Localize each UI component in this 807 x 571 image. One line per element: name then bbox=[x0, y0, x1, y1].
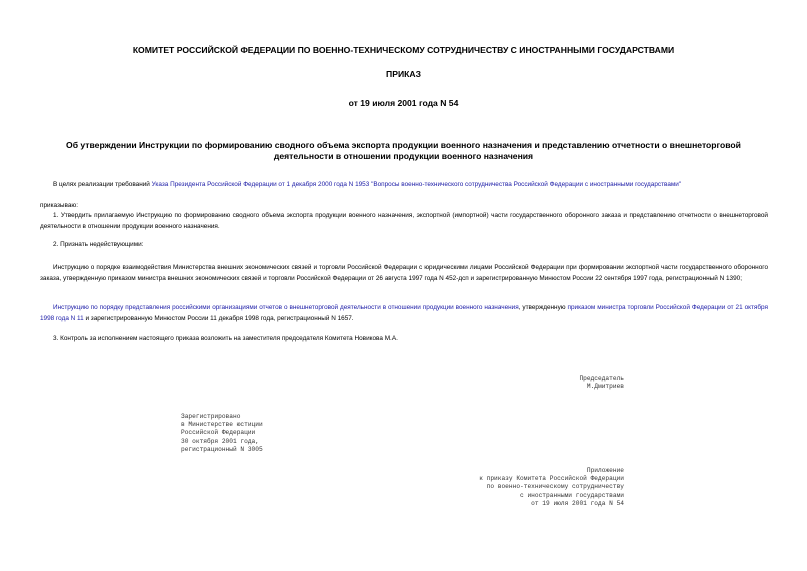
signature-block bbox=[520, 375, 624, 391]
appendix-line-5: от 19 июля 2001 года N 54 bbox=[531, 499, 624, 507]
registration-line-4: 30 октября 2001 года, bbox=[181, 437, 259, 445]
presidential-decree-link[interactable]: Указа Президента Российской Федерации от 1 декабря 2000 года N 1953 "Вопросы военно-технического сотрудничества Российской Федерации с иностранными государствами" bbox=[151, 181, 682, 188]
item-3: 3. Контроль за исполнением настоящего приказа возложить на заместителя председателя Комитета Новикова М.А. bbox=[53, 335, 398, 342]
registration-line-3: Российской Федерации bbox=[181, 429, 256, 437]
signature-name: М.Дмитриев bbox=[586, 383, 624, 391]
invalid-instruction-1: Инструкцию о порядке взаимодействия Министерства внешних экономических связей и торговли Российской Федерации с юридическими лицами Российской Федерации при формировании экспортной части государственного оборонного заказа, утвержденную приказом министра внешних экономических связей и торговли Российской Федерации от 26 августа 1997 года N 452-дсп и зарегистрированную Минюстом России 22 сентября 1997 года, регистрационный N 1390; bbox=[40, 264, 768, 282]
item-2: 2. Признать недействующими: bbox=[53, 241, 144, 248]
appendix-line-3: по военно-техническому сотрудничеству bbox=[486, 483, 624, 491]
title-line-1: Об утверждении Инструкции по формированию сводного объема экспорта продукции военного назначения и представлению отчетности о внешнеторговой bbox=[66, 140, 741, 150]
invalid2-tail-text: и зарегистрированную Минюстом России 11 декабря 1998 года, регистрационный N 1657. bbox=[83, 314, 354, 322]
invalid2-middle-text: , утвержденную bbox=[518, 304, 568, 311]
item-1: 1. Утвердить прилагаемую Инструкцию по формированию сводного объема экспорта продукции военного назначения, экспортной (импортной) части государственного оборонного заказа и представлению отчетности о внешнеторговой деятельности в отношении продукции военного назначения. bbox=[40, 212, 768, 230]
document-title bbox=[0, 140, 807, 162]
appendix-line-1: Приложение bbox=[586, 467, 624, 474]
trade-minister-order-link[interactable]: приказом министра торговли Российской Федерации от 21 октября 1998 года N 11 bbox=[40, 304, 768, 322]
signature-position: Председатель bbox=[579, 375, 624, 382]
appendix-line-4: с иностранными государствами bbox=[520, 491, 624, 499]
title-line-2: деятельности в отношении продукции военного назначения bbox=[273, 151, 534, 161]
invalid-instruction-2 bbox=[40, 303, 768, 324]
intro-text: В целях реализации требований bbox=[53, 181, 152, 188]
registration-block bbox=[181, 413, 263, 454]
registration-line-2: в Министерстве юстиции bbox=[181, 421, 263, 429]
appendix-block bbox=[420, 467, 624, 508]
appendix-line-2: к приказу Комитета Российской Федерации bbox=[479, 475, 624, 483]
instruction-reporting-link[interactable]: Инструкцию по порядку представления российскими организациями отчетов о внешнеторговой деятельности в отношении продукции военного назначения bbox=[53, 304, 519, 311]
document-type: ПРИКАЗ bbox=[386, 69, 421, 79]
registration-line-1: Зарегистрировано bbox=[181, 413, 241, 420]
order-word: приказываю: bbox=[40, 202, 78, 209]
organization-header: КОМИТЕТ РОССИЙСКОЙ ФЕДЕРАЦИИ ПО ВОЕННО-ТЕХНИЧЕСКОМУ СОТРУДНИЧЕСТВУ С ИНОСТРАННЫМИ ГОСУДАРСТВАМИ bbox=[132, 45, 675, 55]
registration-line-5: регистрационный N 3005 bbox=[181, 445, 263, 453]
intro-paragraph bbox=[40, 180, 768, 191]
document-date-number: от 19 июля 2001 года N 54 bbox=[348, 98, 459, 108]
